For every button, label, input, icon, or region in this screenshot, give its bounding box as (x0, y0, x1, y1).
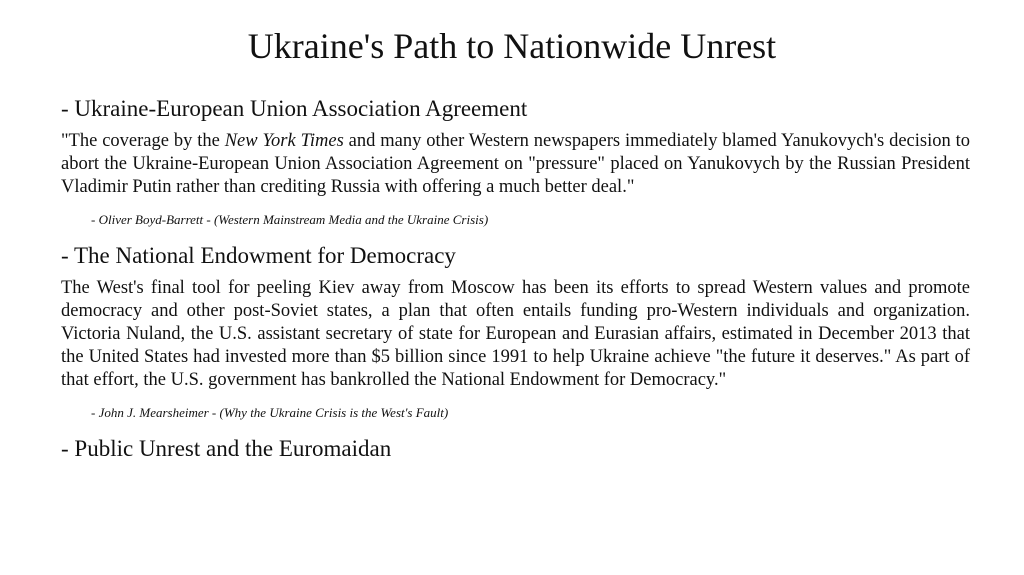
quote-attribution: - John J. Mearsheimer - (Why the Ukraine Crisis is the West's Fault) (91, 405, 449, 420)
section-national-endowment (61, 241, 970, 422)
section-association-agreement (61, 94, 970, 229)
slide-content (61, 94, 970, 470)
quote-text-start: "The coverage by the (61, 131, 225, 151)
section-heading: - Ukraine-European Union Association Agreement (61, 96, 528, 121)
quote-text-end: and many other Western newspapers immediately blamed Yanukovych's decision to abort the Ukraine-European Union Association Agreement on "pressure" placed on Yanukovych by the Russian President Vladimir Putin rather than crediting Russia with offering a much better deal." (61, 131, 970, 197)
quote-paragraph (61, 130, 970, 199)
section-heading: - Public Unrest and the Euromaidan (61, 436, 392, 461)
slide-title: Ukraine's Path to Nationwide Unrest (247, 26, 777, 66)
quote-paragraph: The West's final tool for peeling Kiev away from Moscow has been its efforts to spread Western values and promote democracy and other post-Soviet states, a plan that often entails funding pro-Western individuals and organization. Victoria Nuland, the U.S. assistant secretary of state for European and Eurasian affairs, estimated in December 2013 that the United States had invested more than $5 billion since 1991 to help Ukraine achieve "the future it deserves." As part of that effort, the U.S. government has bankrolled the National Endowment for Democracy." (61, 278, 970, 390)
quote-attribution: - Oliver Boyd-Barrett - (Western Mainstream Media and the Ukraine Crisis) (91, 212, 489, 227)
section-heading: - The National Endowment for Democracy (61, 243, 456, 268)
section-public-unrest (61, 434, 970, 464)
newspaper-name: New York Times (224, 131, 344, 151)
